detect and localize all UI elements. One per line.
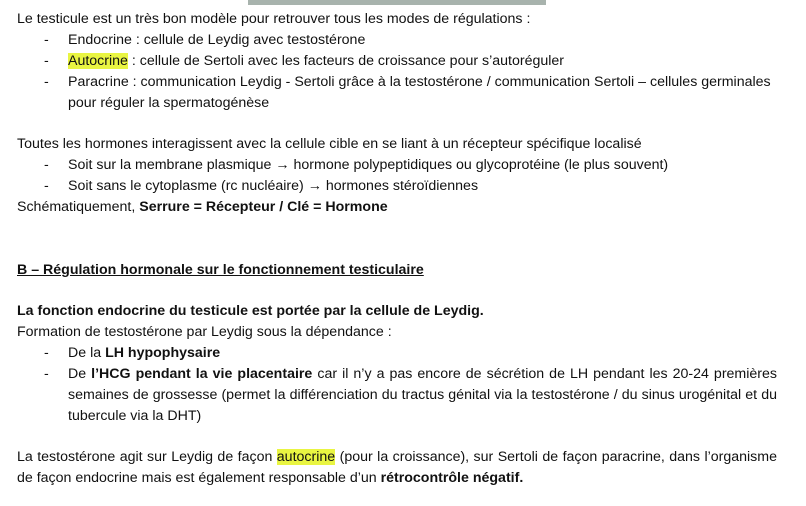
term-endocrine: Endocrine xyxy=(68,32,132,48)
term-autocrine-highlighted: Autocrine xyxy=(68,53,128,69)
retrocontrole-bold: rétrocontrôle négatif. xyxy=(380,470,524,486)
hormones-intro: Toutes les hormones interagissent avec la cellule cible en se liant à un récepteur spécifique localisé xyxy=(17,136,642,152)
testo-part1: La testostérone agit sur Leydig de façon xyxy=(17,449,277,465)
spacer xyxy=(17,281,777,301)
endocrine-function-bold: La fonction endocrine du testicule est portée par la cellule de Leydig. xyxy=(17,303,484,319)
desc-paracrine: : communication Leydig - Sertoli grâce à la testostérone / communication Sertoli – cellules germinales pour réguler la spermatogénèse xyxy=(68,74,771,111)
testosterone-paragraph xyxy=(17,447,777,489)
desc-endocrine: : cellule de Leydig avec testostérone xyxy=(131,32,366,48)
schema-line xyxy=(17,197,777,218)
autocrine-highlighted: autocrine xyxy=(276,449,336,465)
term-paracrine: Paracrine xyxy=(68,74,129,90)
endocrine-function-line xyxy=(17,301,777,322)
list-dash: - xyxy=(44,53,49,69)
list-dash: - xyxy=(44,74,49,90)
document-page xyxy=(17,9,777,489)
modes-list xyxy=(17,30,777,114)
list-item-endocrine xyxy=(17,30,777,51)
schema-prefix: Schématiquement, xyxy=(17,199,140,215)
formation-line: Formation de testostérone par Leydig sous la dépendance : xyxy=(17,324,392,340)
spacer xyxy=(17,218,777,260)
section-b-heading: B – Régulation hormonale sur le fonctionnement testiculaire xyxy=(17,262,424,278)
list-dash: - xyxy=(44,32,49,48)
list-item-membrane xyxy=(17,155,777,176)
receptor-list xyxy=(17,155,777,197)
schema-bold: Serrure = Récepteur / Clé = Hormone xyxy=(139,199,388,215)
modes-intro: Le testicule est un très bon modèle pour retrouver tous les modes de régulations : xyxy=(17,11,531,27)
testo-part2: (pour la croissance), sur Sertoli de façon paracrine, dans l’organisme de façon endocrine mais est également responsable d’un xyxy=(17,449,777,486)
list-item-paracrine xyxy=(17,72,777,114)
list-item-hcg xyxy=(17,364,777,427)
top-figure-edge xyxy=(248,0,546,5)
membrane-text: Soit sur la membrane plasmique → hormone polypeptidiques ou glycoprotéine (le plus souvent) xyxy=(68,157,669,173)
list-dash: - xyxy=(44,366,49,382)
cytoplasm-text: Soit sans le cytoplasme (rc nucléaire) → hormones stéroïdiennes xyxy=(68,178,479,194)
spacer xyxy=(17,114,777,134)
list-dash: - xyxy=(44,157,49,173)
lh-bold: LH hypophysaire xyxy=(105,345,221,361)
hcg-rest: car il n’y a pas encore de sécrétion de LH pendant les 20-24 premières semaines de grossesse (permet la différenciation du tractus génital via la testostérone / du sinus urogénital et du tubercule via la DHT) xyxy=(68,366,778,424)
hcg-prefix: De xyxy=(68,366,92,382)
hcg-bold: l’HCG pendant la vie placentaire xyxy=(91,366,313,382)
spacer xyxy=(17,427,777,447)
list-dash: - xyxy=(44,345,49,361)
list-dash: - xyxy=(44,178,49,194)
desc-autocrine: : cellule de Sertoli avec les facteurs de croissance pour s’autoréguler xyxy=(127,53,565,69)
list-item-lh xyxy=(17,343,777,364)
dependence-list xyxy=(17,343,777,427)
list-item-autocrine xyxy=(17,51,777,72)
lh-prefix: De la xyxy=(68,345,106,361)
list-item-cytoplasm xyxy=(17,176,777,197)
